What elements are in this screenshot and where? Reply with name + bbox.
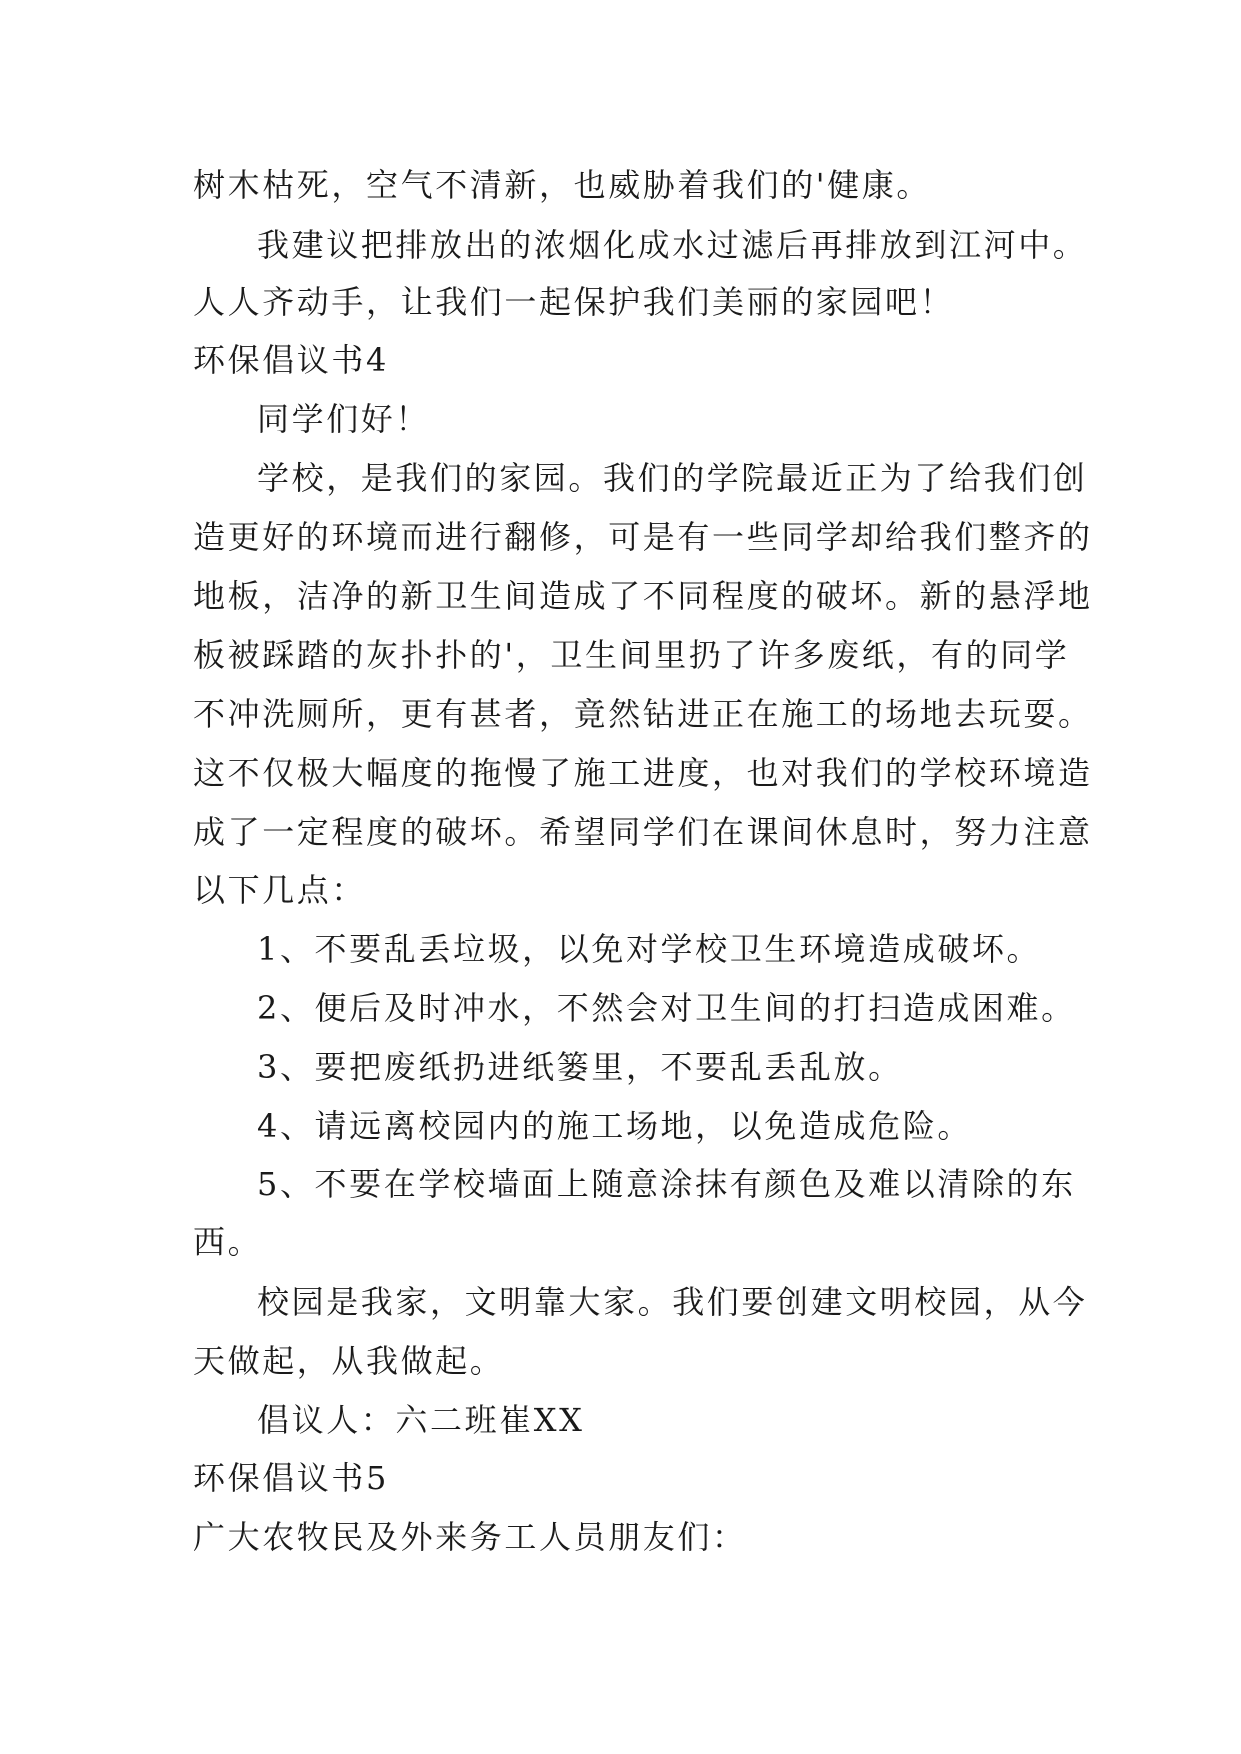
paragraph-line: 天做起，从我做起。 [193, 1342, 505, 1380]
section-heading: 环保倡议书4 [193, 341, 389, 379]
greeting: 同学们好！ [257, 400, 431, 438]
paragraph-line: 造更好的环境而进行翻修，可是有一些同学却给我们整齐的 [193, 518, 1093, 556]
list-item: 2、便后及时冲水，不然会对卫生间的打扫造成困难。 [257, 989, 1076, 1027]
paragraph-line: 成了一定程度的破坏。希望同学们在课间休息时，努力注意 [193, 813, 1093, 851]
paragraph-line: 地板，洁净的新卫生间造成了不同程度的破坏。新的悬浮地 [193, 577, 1093, 615]
section-heading: 环保倡议书5 [193, 1459, 389, 1497]
list-item: 4、请远离校园内的施工场地，以免造成危险。 [257, 1107, 972, 1145]
list-item-continuation: 西。 [193, 1223, 263, 1261]
signature-line: 倡议人：六二班崔XX [257, 1401, 585, 1439]
list-item: 3、要把废纸扔进纸篓里，不要乱丢乱放。 [257, 1048, 903, 1086]
paragraph-line: 这不仅极大幅度的拖慢了施工进度，也对我们的学校环境造 [193, 754, 1093, 792]
paragraph-line: 以下几点： [193, 871, 367, 909]
paragraph-line: 学校，是我们的家园。我们的学院最近正为了给我们创 [257, 459, 1088, 497]
paragraph-line: 不冲洗厕所，更有甚者，竟然钻进正在施工的场地去玩耍。 [193, 695, 1093, 733]
paragraph-line: 校园是我家，文明靠大家。我们要创建文明校园，从今 [257, 1283, 1088, 1321]
salutation: 广大农牧民及外来务工人员朋友们： [193, 1518, 747, 1556]
paragraph-line: 板被踩踏的灰扑扑的'，卫生间里扔了许多废纸，有的同学 [193, 636, 1070, 674]
paragraph-line: 人人齐动手，让我们一起保护我们美丽的家园吧！ [193, 283, 955, 321]
paragraph-line: 我建议把排放出的浓烟化成水过滤后再排放到江河中。 [257, 226, 1088, 264]
paragraph-line: 树木枯死，空气不清新，也威胁着我们的'健康。 [193, 166, 931, 204]
list-item: 1、不要乱丢垃圾，以免对学校卫生环境造成破坏。 [257, 930, 1042, 968]
list-item: 5、不要在学校墙面上随意涂抹有颜色及难以清除的东 [257, 1165, 1076, 1203]
